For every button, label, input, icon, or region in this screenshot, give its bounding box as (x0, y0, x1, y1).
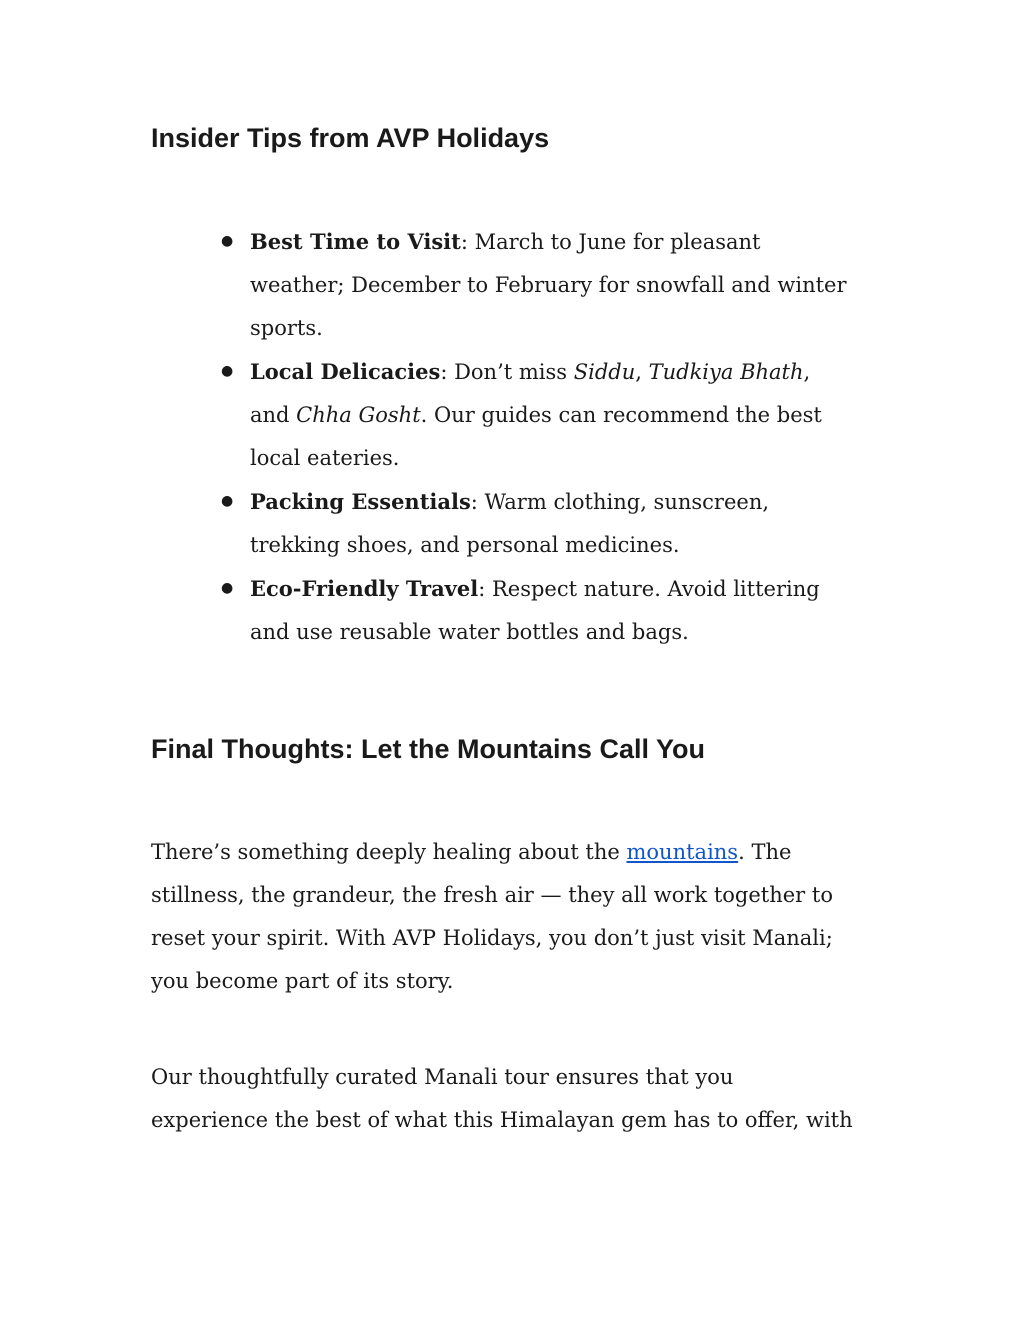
tip-text: sports. (250, 316, 323, 340)
tip-label: Eco-Friendly Travel (250, 576, 479, 601)
dish-name: Chha Gosht (296, 403, 421, 427)
paragraph-text: . The (738, 840, 792, 864)
tip-text: trekking shoes, and personal medicines. (250, 533, 680, 557)
list-item (221, 480, 890, 567)
paragraph-text: reset your spirit. With AVP Holidays, you don’t just visit Manali; (151, 926, 833, 950)
dish-name: Tudkiya Bhath (648, 360, 804, 384)
tip-text: weather; December to February for snowfall and winter (250, 273, 847, 297)
paragraph-text: you become part of its story. (151, 969, 454, 993)
section-heading-insider-tips: Insider Tips from AVP Holidays (151, 123, 550, 153)
paragraph-manali-tour (151, 1056, 911, 1142)
paragraph-text: There’s something deeply healing about the (151, 840, 627, 864)
bullet-icon: ● (221, 580, 234, 596)
list-item (221, 220, 890, 350)
dish-name: Siddu (573, 360, 636, 384)
paragraph-final-thoughts (151, 831, 911, 1003)
tip-text: : Warm clothing, sunscreen, (470, 490, 770, 514)
paragraph-text: Our thoughtfully curated Manali tour ensures that you (151, 1065, 734, 1089)
paragraph-text: stillness, the grandeur, the fresh air — they all work together to (151, 883, 833, 907)
tip-text: . Our guides can recommend the best (420, 403, 822, 427)
mountains-link[interactable]: mountains (626, 840, 739, 864)
tip-text: : Don’t miss (440, 360, 574, 384)
bullet-icon: ● (221, 493, 234, 509)
tip-text: : March to June for pleasant (460, 230, 761, 254)
tip-text-line (250, 394, 890, 437)
list-item (221, 567, 890, 654)
tip-text: : Respect nature. Avoid littering (478, 577, 820, 601)
tip-text: , (803, 360, 811, 384)
tip-text: , (635, 360, 649, 384)
paragraph-text: experience the best of what this Himalayan gem has to offer, with (151, 1108, 853, 1132)
tip-text: local eateries. (250, 446, 400, 470)
bullet-icon: ● (221, 233, 234, 249)
tip-text: and use reusable water bottles and bags. (250, 620, 689, 644)
tips-list (221, 220, 890, 654)
tip-label: Local Delicacies (250, 359, 441, 384)
section-heading-final-thoughts: Final Thoughts: Let the Mountains Call You (151, 734, 705, 764)
tip-label: Best Time to Visit (250, 229, 461, 254)
tip-text: and (250, 403, 297, 427)
bullet-icon: ● (221, 363, 234, 379)
list-item (221, 350, 890, 480)
tip-label: Packing Essentials (250, 489, 471, 514)
